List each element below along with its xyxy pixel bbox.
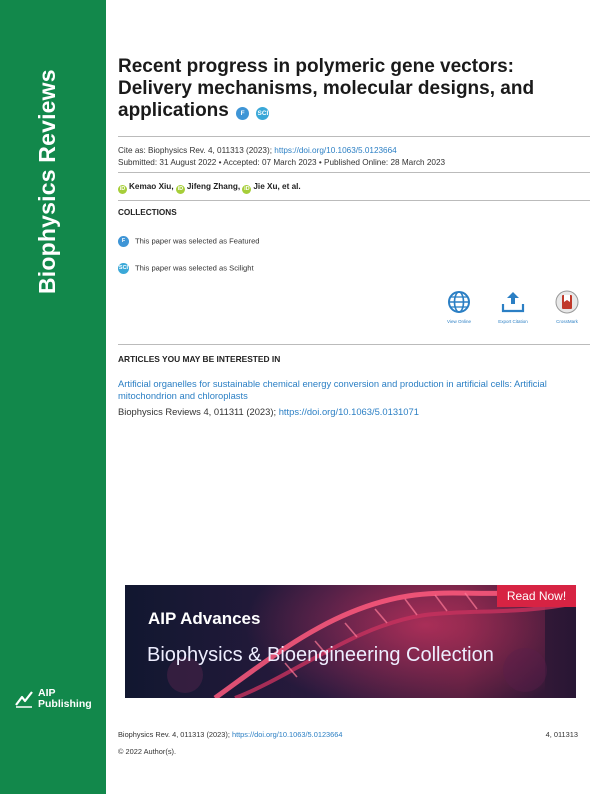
- globe-icon: [447, 290, 471, 314]
- collections-heading: COLLECTIONS: [118, 208, 177, 217]
- article-title: [118, 56, 578, 122]
- crossmark-label: CrossMark: [556, 319, 578, 324]
- featured-badge-icon[interactable]: F: [236, 107, 249, 120]
- collection-text: This paper was selected as Scilight: [135, 263, 254, 273]
- author-list: [118, 182, 301, 194]
- author-name[interactable]: Jifeng Zhang,: [186, 182, 241, 191]
- related-doi-link[interactable]: https://doi.org/10.1063/5.0131071: [278, 406, 419, 417]
- article-cover: [118, 0, 590, 794]
- divider: [118, 344, 590, 345]
- export-citation-label: Export Citation: [498, 319, 528, 324]
- advertisement-banner[interactable]: [125, 585, 576, 698]
- journal-sidebar: [0, 0, 106, 794]
- footer-doi-link[interactable]: https://doi.org/10.1063/5.0123664: [231, 730, 343, 739]
- citation-line: [118, 146, 397, 155]
- scilight-badge-icon: SCI: [118, 263, 129, 274]
- aip-publishing-logo[interactable]: [14, 688, 100, 712]
- featured-badge-icon: F: [118, 236, 129, 247]
- footer-page-id: 4, 011313: [545, 730, 578, 739]
- orcid-icon[interactable]: iD: [244, 186, 250, 192]
- publication-dates: Submitted: 31 August 2022 • Accepted: 07 March 2023 • Published Online: 28 March 2023: [118, 158, 446, 167]
- author-name[interactable]: Kemao Xiu,: [129, 182, 174, 191]
- footer-copyright: © 2022 Author(s).: [118, 747, 177, 756]
- aip-logo-icon: [14, 689, 34, 709]
- ad-collection-subtitle: Biophysics & Bioengineering Collection: [147, 644, 494, 666]
- read-now-button[interactable]: Read Now!: [497, 585, 576, 607]
- journal-name: Biophysics Reviews: [34, 69, 60, 294]
- aip-logo-text: [38, 688, 92, 710]
- collection-scilight: [118, 263, 254, 274]
- export-icon: [501, 290, 525, 314]
- related-article-title-link[interactable]: Artificial organelles for sustainable chemical energy conversion and production in artificial cells: Artificial mitochondrion and chloroplasts: [118, 378, 547, 401]
- article-title-text: Recent progress in polymeric gene vectors: Delivery mechanisms, molecular designs, and applications: [118, 56, 535, 121]
- crossmark-button[interactable]: [542, 290, 592, 324]
- orcid-icon[interactable]: iD: [119, 186, 126, 192]
- aip-logo-line1: AIP: [38, 687, 56, 699]
- orcid-icon[interactable]: iD: [177, 186, 184, 192]
- related-articles-heading: ARTICLES YOU MAY BE INTERESTED IN: [118, 354, 281, 364]
- divider: [118, 200, 590, 201]
- collection-text: This paper was selected as Featured: [135, 236, 260, 246]
- related-citation-label: Biophysics Reviews 4, 011311 (2023);: [118, 406, 277, 417]
- related-article-citation: [118, 406, 419, 417]
- export-citation-button[interactable]: [488, 290, 538, 324]
- author-name[interactable]: Jie Xu, et al.: [253, 182, 301, 191]
- view-online-label: View Online: [447, 319, 471, 324]
- footer-citation: [118, 730, 343, 739]
- view-online-button[interactable]: [434, 290, 484, 324]
- citation-label: Cite as: Biophysics Rev. 4, 011313 (2023);: [118, 146, 272, 155]
- divider: [118, 136, 590, 137]
- divider: [118, 172, 590, 173]
- footer-citation-label: Biophysics Rev. 4, 011313 (2023);: [118, 730, 230, 739]
- article-doi-link[interactable]: https://doi.org/10.1063/5.0123664: [274, 146, 397, 155]
- scilight-badge-icon[interactable]: SCI: [256, 107, 269, 120]
- aip-logo-line2: Publishing: [38, 698, 92, 710]
- collection-featured: [118, 236, 260, 247]
- ad-journal-title: AIP Advances: [148, 609, 261, 628]
- crossmark-icon: [555, 290, 579, 314]
